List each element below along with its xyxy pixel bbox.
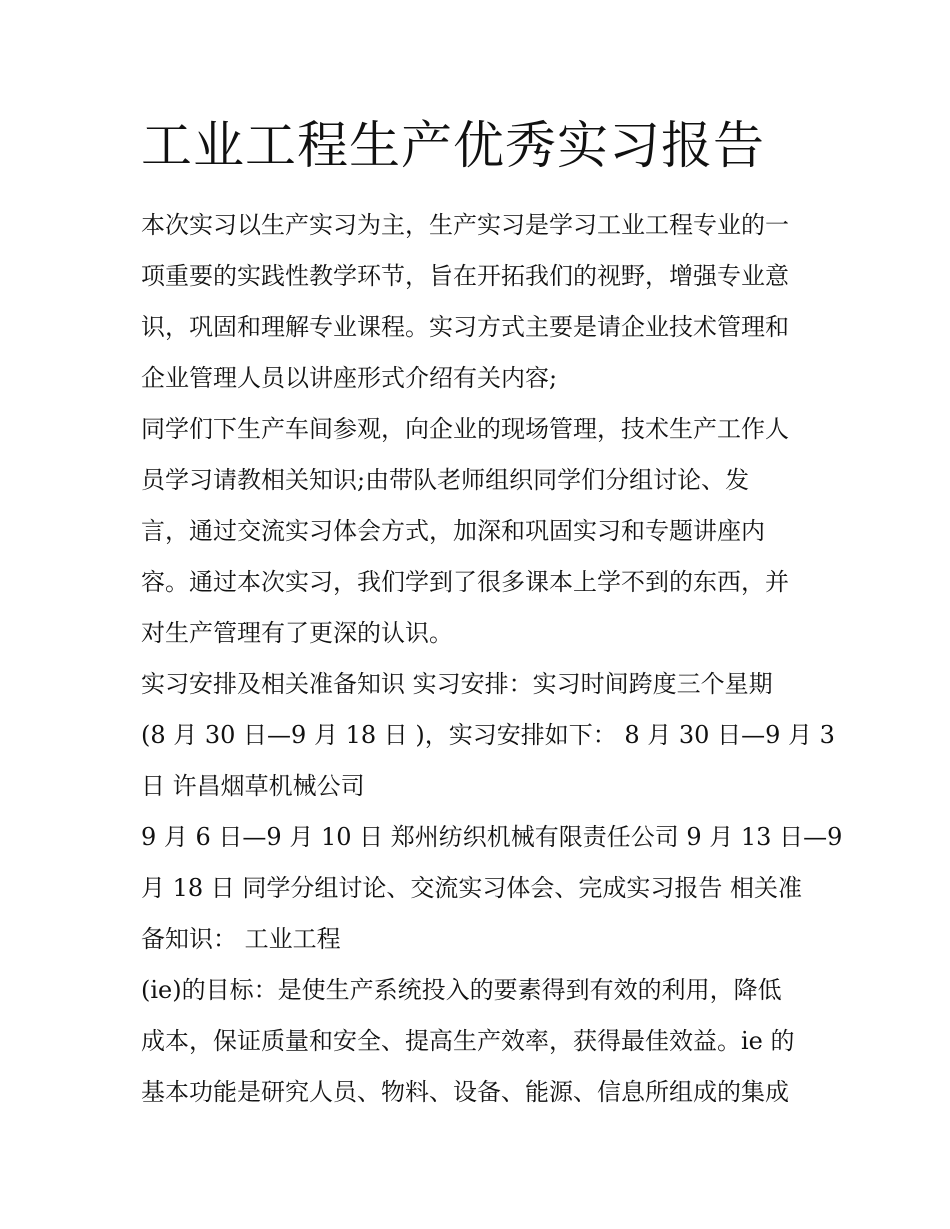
body-line: 实习安排及相关准备知识 实习安排：实习时间跨度三个星期 xyxy=(141,670,773,698)
document-title: 工业工程生产优秀实习报告 xyxy=(141,117,766,176)
body-line: 本次实习以生产实习为主，生产实习是学习工业工程专业的一 xyxy=(141,211,789,239)
body-line: (ie)的目标：是使生产系统投入的要素得到有效的利用，降低 xyxy=(141,976,782,1004)
body-line: 成本，保证质量和安全、提高生产效率，获得最佳效益。ie 的 xyxy=(141,1027,795,1055)
body-line: (8 月 30 日—9 月 18 日 )，实习安排如下： 8 月 30 日—9 月 3 xyxy=(141,721,835,749)
body-line: 员学习请教相关知识;由带队老师组织同学们分组讨论、发 xyxy=(141,466,750,494)
body-line: 项重要的实践性教学环节，旨在开拓我们的视野，增强专业意 xyxy=(141,262,789,290)
body-line: 言，通过交流实习体会方式，加深和巩固实习和专题讲座内 xyxy=(141,517,765,545)
body-line: 基本功能是研究人员、物料、设备、能源、信息所组成的集成 xyxy=(141,1078,789,1106)
body-line: 同学们下生产车间参观，向企业的现场管理，技术生产工作人 xyxy=(141,415,789,443)
body-line: 企业管理人员以讲座形式介绍有关内容; xyxy=(141,364,558,392)
body-line: 9 月 6 日—9 月 10 日 郑州纺织机械有限责任公司 9 月 13 日—9 xyxy=(141,823,843,851)
body-line: 容。通过本次实习，我们学到了很多课本上学不到的东西，并 xyxy=(141,568,789,596)
body-line: 日 许昌烟草机械公司 xyxy=(141,772,365,800)
body-line: 对生产管理有了更深的认识。 xyxy=(141,619,453,647)
document-body xyxy=(141,200,843,1118)
body-line: 月 18 日 同学分组讨论、交流实习体会、完成实习报告 相关准 xyxy=(141,874,803,902)
body-line: 备知识： 工业工程 xyxy=(141,925,341,953)
body-line: 识，巩固和理解专业课程。实习方式主要是请企业技术管理和 xyxy=(141,313,789,341)
